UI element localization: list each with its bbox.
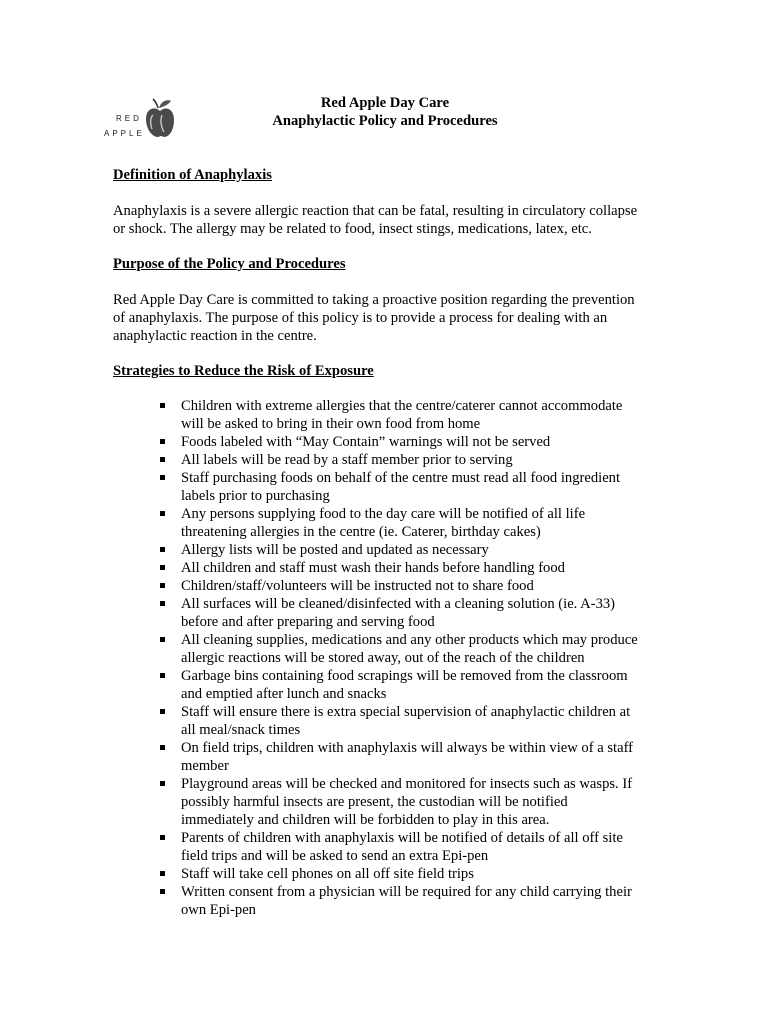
list-item-text: All cleaning supplies, medications and any other products which may produce allergic reactions will be stored away, out of the reach of the children: [181, 632, 638, 666]
list-item: [160, 865, 660, 883]
bullet-icon: [160, 439, 165, 444]
bullet-icon: [160, 547, 165, 552]
definition-paragraph: Anaphylaxis is a severe allergic reaction that can be fatal, resulting in circulatory collapse or shock. The allergy may be related to food, insect stings, medications, latex, etc.: [113, 203, 638, 237]
list-item-text: All labels will be read by a staff member prior to serving: [181, 452, 513, 468]
list-item: [160, 505, 660, 541]
bullet-icon: [160, 889, 165, 894]
list-item: [160, 883, 660, 919]
list-item: [160, 595, 660, 631]
list-item: [160, 739, 660, 775]
strategies-heading: Strategies to Reduce the Risk of Exposure: [113, 363, 374, 379]
list-item-text: On field trips, children with anaphylaxis will always be within view of a staff member: [181, 740, 634, 774]
bullet-icon: [160, 583, 165, 588]
bullet-icon: [160, 835, 165, 840]
list-item-text: Staff will take cell phones on all off site field trips: [181, 866, 474, 882]
bullet-icon: [160, 781, 165, 786]
list-item: [160, 667, 660, 703]
list-item-text: Children/staff/volunteers will be instructed not to share food: [181, 578, 534, 594]
list-item-text: Parents of children with anaphylaxis will be notified of details of all off site field trips and will be asked to send an extra Epi-pen: [181, 830, 623, 864]
bullet-icon: [160, 745, 165, 750]
bullet-icon: [160, 565, 165, 570]
bullet-icon: [160, 403, 165, 408]
bullet-icon: [160, 511, 165, 516]
list-item-text: All surfaces will be cleaned/disinfected with a cleaning solution (ie. A-33) before and after preparing and serving food: [181, 596, 616, 630]
definition-heading: Definition of Anaphylaxis: [113, 167, 272, 183]
list-item-text: Staff purchasing foods on behalf of the centre must read all food ingredient labels prior to purchasing: [181, 470, 621, 504]
list-item: [160, 829, 660, 865]
list-item-text: Allergy lists will be posted and updated as necessary: [181, 542, 489, 558]
purpose-paragraph: Red Apple Day Care is committed to taking a proactive position regarding the prevention of anaphylaxis. The purpose of this policy is to provide a process for dealing with an anaphylactic reaction in the centre.: [113, 292, 635, 344]
bullet-icon: [160, 709, 165, 714]
list-item-text: All children and staff must wash their hands before handling food: [181, 560, 565, 576]
bullet-icon: [160, 475, 165, 480]
list-item-text: Staff will ensure there is extra special supervision of anaphylactic children at all meal/snack times: [181, 704, 631, 738]
list-item: [160, 397, 660, 433]
list-item: [160, 577, 660, 595]
list-item: [160, 703, 660, 739]
bullet-icon: [160, 457, 165, 462]
list-item: [160, 451, 660, 469]
list-item-text: Any persons supplying food to the day care will be notified of all life threatening allergies in the centre (ie. Caterer, birthday cakes): [181, 506, 586, 540]
list-item: [160, 469, 660, 505]
bullet-icon: [160, 601, 165, 606]
list-item: [160, 775, 660, 829]
list-item-text: Children with extreme allergies that the centre/caterer cannot accommodate will be asked to bring in their own food from home: [181, 398, 623, 432]
purpose-heading: Purpose of the Policy and Procedures: [113, 256, 346, 272]
list-item-text: Playground areas will be checked and monitored for insects such as wasps. If possibly harmful insects are present, the custodian will be notified immediately and children will be forbidden to play in this area.: [181, 776, 633, 828]
document-title: Red Apple Day Care: [320, 95, 450, 111]
list-item: [160, 433, 660, 451]
logo-text-red: RED: [116, 114, 142, 123]
logo-text-apple: APPLE: [104, 129, 145, 138]
list-item-text: Garbage bins containing food scrapings will be removed from the classroom and emptied after lunch and snacks: [181, 668, 628, 702]
bullet-icon: [160, 673, 165, 678]
bullet-icon: [160, 637, 165, 642]
list-item: [160, 631, 660, 667]
document-subtitle: Anaphylactic Policy and Procedures: [272, 113, 498, 129]
strategies-list: [160, 397, 660, 919]
list-item-text: Foods labeled with “May Contain” warnings will not be served: [181, 434, 551, 450]
bullet-icon: [160, 871, 165, 876]
list-item: [160, 559, 660, 577]
list-item-text: Written consent from a physician will be required for any child carrying their own Epi-pen: [181, 884, 632, 918]
list-item: [160, 541, 660, 559]
